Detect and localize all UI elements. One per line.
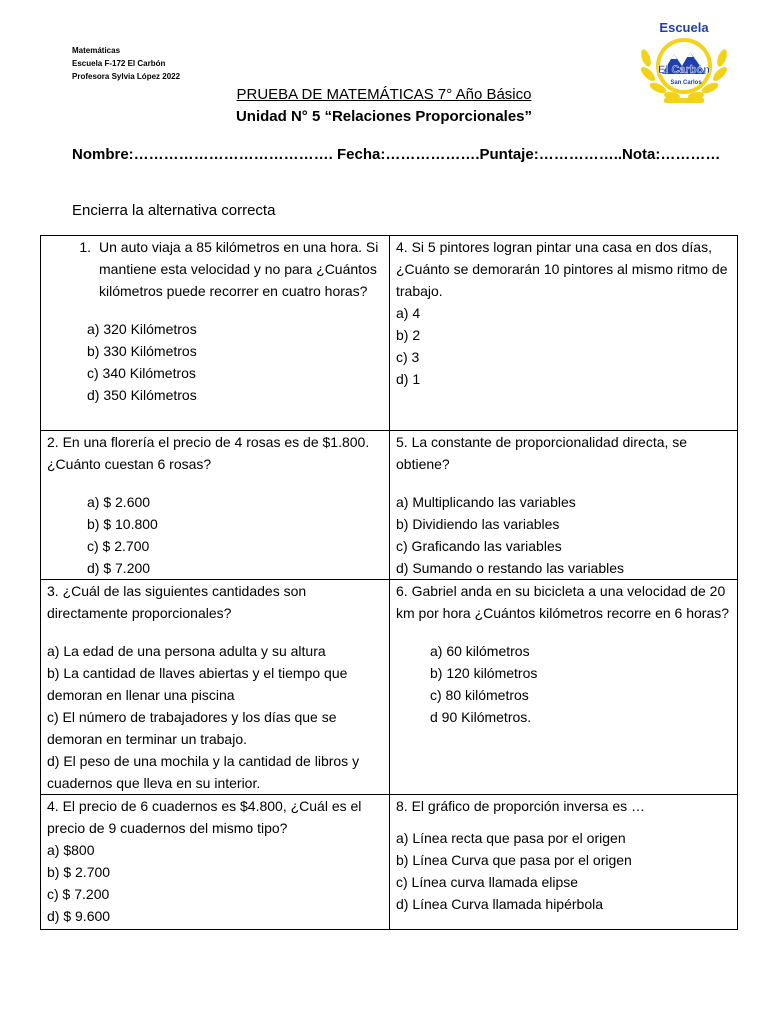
question-cell-1 <box>41 236 390 431</box>
options-list <box>396 302 731 390</box>
option-c[interactable]: c) 3 <box>396 349 420 365</box>
question-cell-3 <box>41 580 390 795</box>
question-1 <box>47 236 383 302</box>
option-a[interactable]: a) $ 2.600 <box>87 494 151 510</box>
option-d[interactable]: d 90 Kilómetros. <box>430 709 532 725</box>
option-c[interactable]: c) $ 7.200 <box>47 886 110 902</box>
option-c[interactable]: c) 340 Kilómetros <box>87 365 196 381</box>
option-a[interactable]: a) Línea recta que pasa por el origen <box>396 830 626 846</box>
teacher-line: Profesora Sylvia López 2022 <box>72 72 181 81</box>
logo-bottom-text: San Carlos <box>670 80 702 86</box>
option-c[interactable]: c) $ 2.700 <box>87 538 150 554</box>
option-d[interactable]: d) 1 <box>396 371 421 387</box>
option-d[interactable]: d) El peso de una mochila y la cantidad de libros y cuadernos que lleva en su interior. <box>47 753 360 791</box>
table-row <box>41 795 738 930</box>
question-text: 5. La constante de proporcionalidad directa, se obtiene? <box>396 434 688 472</box>
option-a[interactable]: a) 60 kilómetros <box>430 643 530 659</box>
options-list <box>396 827 731 915</box>
option-a[interactable]: a) $800 <box>47 842 95 858</box>
question-cell-8 <box>390 795 738 930</box>
question-text: 3. ¿Cuál de las siguientes cantidades son directamente proporcionales? <box>47 583 307 621</box>
question-text: Un auto viaja a 85 kilómetros en una hora. Si mantiene esta velocidad y no para ¿Cuántos kilómetros puede recorrer en cuatro horas? <box>99 239 379 299</box>
question-text: 2. En una florería el precio de 4 rosas es de $1.800. ¿Cuánto cuestan 6 rosas? <box>47 434 370 472</box>
exam-subtitle: Unidad N° 5 “Relaciones Proporcionales” <box>235 108 533 125</box>
question-text: 4. El precio de 6 cuadernos es $4.800, ¿Cuál es el precio de 9 cuadernos del mismo tipo? <box>47 798 362 836</box>
option-b[interactable]: b) 330 Kilómetros <box>87 343 197 359</box>
option-a[interactable]: a) Multiplicando las variables <box>396 494 576 510</box>
option-a[interactable]: a) 4 <box>396 305 421 321</box>
student-fields-line: Nombre:…………………………………. Fecha:……………….Puntaje:……………..Nota:………… <box>72 146 721 163</box>
option-b[interactable]: b) Dividiendo las variables <box>396 516 560 532</box>
option-c[interactable]: c) 80 kilómetros <box>430 687 529 703</box>
option-b[interactable]: b) Línea Curva que pasa por el origen <box>396 852 632 868</box>
instruction-text: Encierra la alternativa correcta <box>72 202 276 219</box>
question-text: 4. Si 5 pintores logran pintar una casa en dos días, ¿Cuánto se demorarán 10 pintores al mismo ritmo de trabajo. <box>396 239 728 299</box>
option-a[interactable]: a) 320 Kilómetros <box>87 321 197 337</box>
subject-line: Matemáticas <box>72 46 121 55</box>
question-number: 1. <box>79 239 91 255</box>
options-list <box>396 640 731 728</box>
option-c[interactable]: c) El número de trabajadores y los días que se demoran en terminar un trabajo. <box>47 709 337 747</box>
header-info <box>72 44 180 83</box>
options-list <box>47 491 383 579</box>
options-list <box>47 839 383 927</box>
question-cell-2 <box>41 431 390 580</box>
option-d[interactable]: d) $ 9.600 <box>47 908 111 924</box>
option-b[interactable]: b) La cantidad de llaves abiertas y el tiempo que demoran en llenar una piscina <box>47 665 348 703</box>
logo-top-text: Escuela <box>659 20 709 35</box>
questions-table <box>40 235 738 930</box>
question-cell-5 <box>390 431 738 580</box>
option-c[interactable]: c) Línea curva llamada elipse <box>396 874 579 890</box>
exam-title: PRUEBA DE MATEMÁTICAS 7° Año Básico <box>236 86 532 103</box>
question-cell-6 <box>390 580 738 795</box>
option-d[interactable]: d) Línea Curva llamada hipérbola <box>396 896 604 912</box>
option-d[interactable]: d) 350 Kilómetros <box>87 387 197 403</box>
option-b[interactable]: b) $ 10.800 <box>87 516 158 532</box>
options-list <box>47 640 383 794</box>
table-row <box>41 431 738 580</box>
table-row <box>41 236 738 431</box>
option-d[interactable]: d) Sumando o restando las variables <box>396 560 625 576</box>
question-cell-4a <box>390 236 738 431</box>
logo-middle-text: El Carbón <box>658 64 710 76</box>
option-d[interactable]: d) $ 7.200 <box>87 560 151 576</box>
option-c[interactable]: c) Graficando las variables <box>396 538 562 554</box>
option-a[interactable]: a) La edad de una persona adulta y su altura <box>47 643 326 659</box>
options-list <box>396 491 731 579</box>
option-b[interactable]: b) 2 <box>396 327 421 343</box>
question-text: 8. El gráfico de proporción inversa es … <box>396 798 646 814</box>
options-list <box>47 318 383 406</box>
table-row <box>41 580 738 795</box>
question-cell-4b <box>41 795 390 930</box>
option-b[interactable]: b) $ 2.700 <box>47 864 111 880</box>
option-b[interactable]: b) 120 kilómetros <box>430 665 538 681</box>
school-line: Escuela F-172 El Carbón <box>72 59 166 68</box>
question-text: 6. Gabriel anda en su bicicleta a una velocidad de 20 km por hora ¿Cuántos kilómetros recorre en 6 horas? <box>396 583 730 621</box>
